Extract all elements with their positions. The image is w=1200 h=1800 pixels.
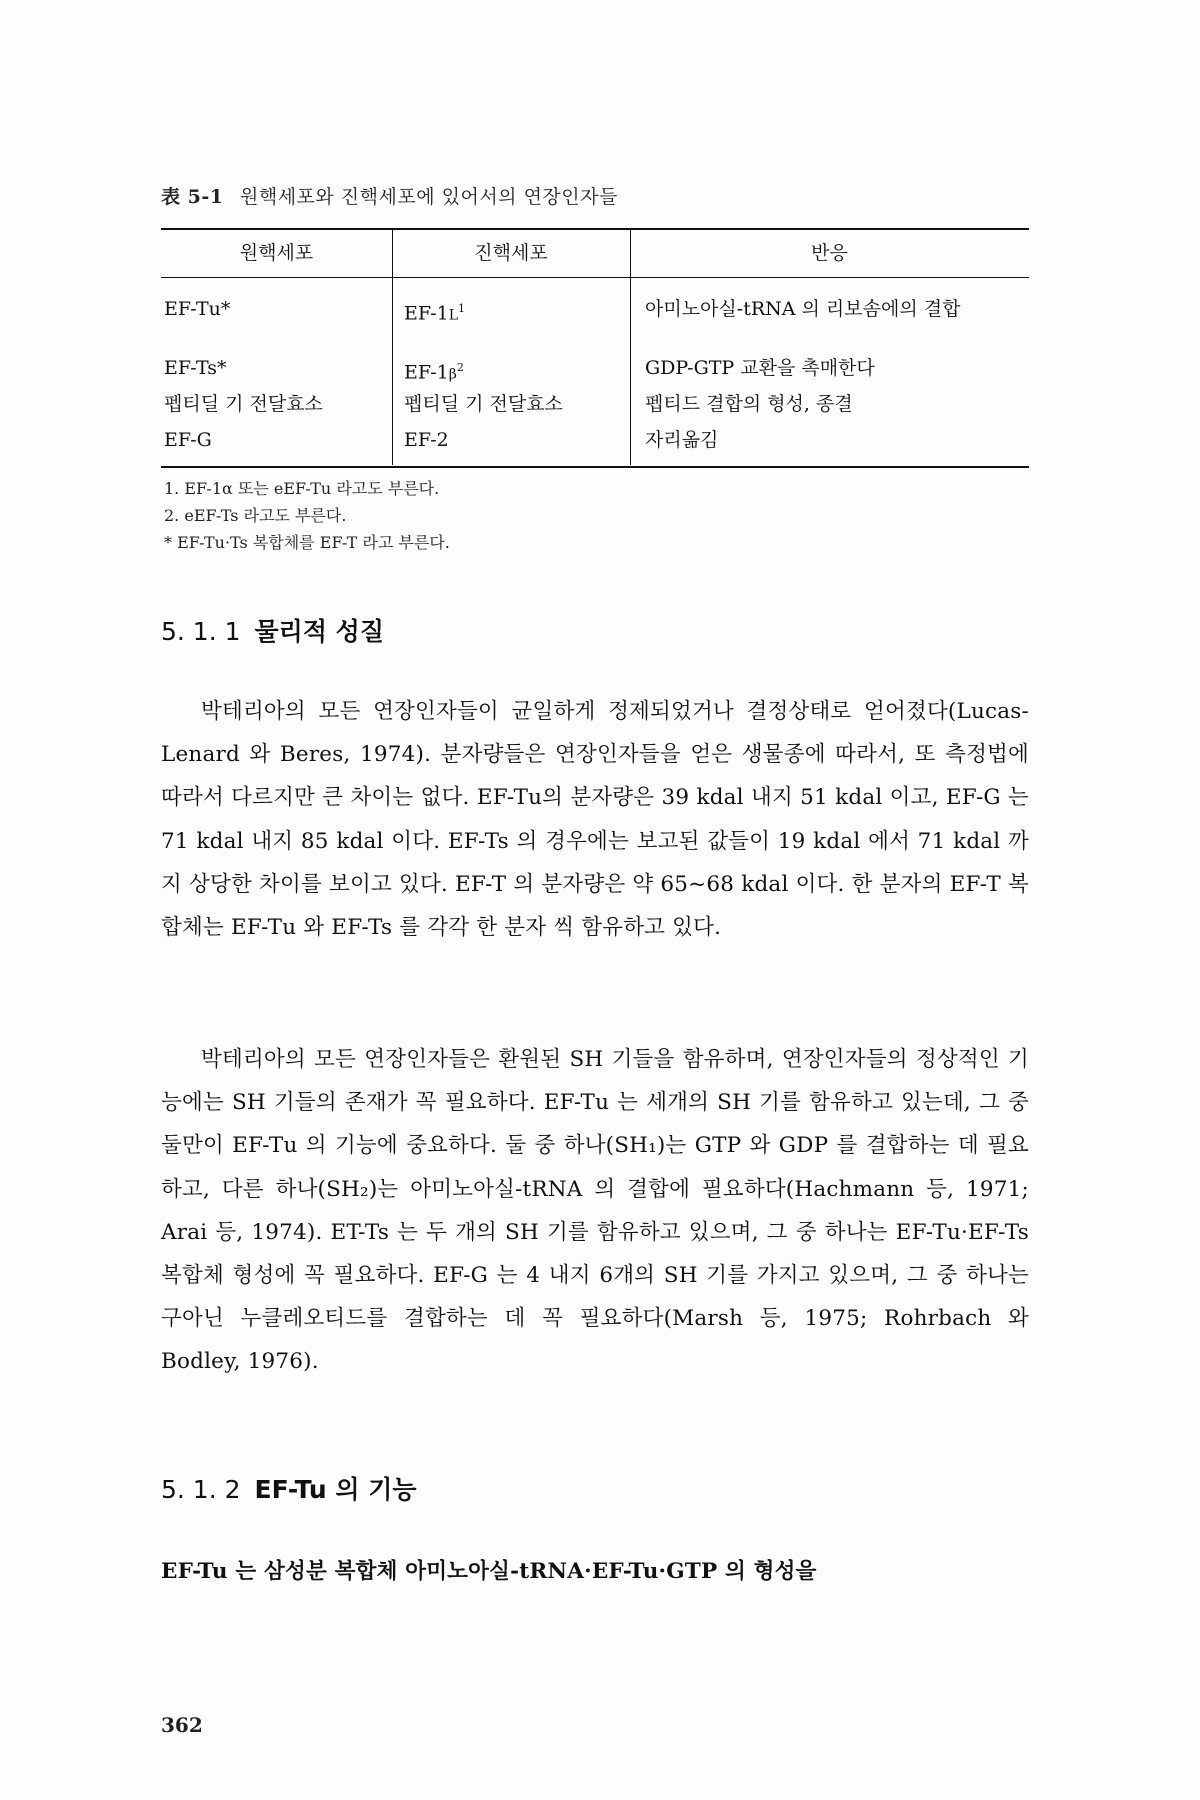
table-cell: 아미노아실-tRNA 의 리보솜에의 결합 (645, 298, 961, 320)
table-cell: EF-Tu* (164, 298, 231, 320)
section-heading (161, 612, 384, 648)
page-number: 362 (161, 1713, 203, 1737)
table-cell: 자리옮김 (645, 429, 719, 451)
table-cell: EF-Ts* (164, 357, 227, 379)
table-title: 원핵세포와 진핵세포에 있어서의 연장인자들 (240, 186, 618, 208)
table-caption (161, 182, 618, 209)
body-paragraph: EF-Tu 는 삼성분 복합체 아미노아실-tRNA·EF-Tu·GTP 의 형성을 (161, 1559, 817, 1584)
section-number: 5. 1. 1 (161, 617, 241, 646)
body-paragraph: 박테리아의 모든 연장인자들은 환원된 SH 기들을 함유하며, 연장인자들의 정상적인 기능에는 SH 기들의 존재가 꼭 필요하다. EF-Tu 는 세개의 SH 기를 함유하고 있는데, 그 중 둘만이 EF-Tu 의 기능에 중요하다. 둘 중 하나(SH₁)는 GTP 와 GDP 를 결합하는 데 필요하고, 다른 하나(SH₂)는 아미노아실-tRNA 의 결합에 필요하다(Hachmann 등, 1971; Arai 등, 1974). ET-Ts 는 두 개의 SH 기를 함유하고 있으며, 그 중 하나는 EF-Tu·EF-Ts 복합체 형성에 꼭 필요하다. EF-G 는 4 내지 6개의 SH 기를 가지고 있으며, 그 중 하나는 구아닌 누클레오티드를 결합하는 데 꼭 필요하다(Marsh 등, 1975; Rohrbach 와 Bodley, 1976). (161, 1047, 1029, 1375)
body-paragraph: 박테리아의 모든 연장인자들이 균일하게 정제되었거나 결정상태로 얻어졌다(Lucas-Lenard 와 Beres, 1974). 분자량들은 연장인자들을 얻은 생물종에 따라서, 또 측정법에 따라서 다르지만 큰 차이는 없다. EF-Tu의 분자량은 39 kdal 내지 51 kdal 이고, EF-G 는 71 kdal 내지 85 kdal 이다. EF-Ts 의 경우에는 보고된 값들이 19 kdal 에서 71 kdal 까지 상당한 차이를 보이고 있다. EF-T 의 분자량은 약 65~68 kdal 이다. 한 분자의 EF-T 복합체는 EF-Tu 와 EF-Ts 를 각각 한 분자 씩 함유하고 있다. (161, 699, 1029, 941)
table-cell: $EF-1L^1$ (404, 302, 466, 325)
table-cell: 펩티딜 기 전달효소 (404, 393, 563, 415)
table-cell: 펩티드 결합의 형성, 종결 (645, 393, 853, 415)
table-column-divider (630, 230, 631, 465)
table-cell: $EF-1\beta^2$ (404, 361, 464, 384)
table-header-reaction: 반응 (811, 242, 848, 264)
table-number: 表 5-1 (161, 186, 224, 208)
table-column-divider (392, 230, 393, 465)
table-top-rule (161, 228, 1029, 230)
section-title: EF-Tu 의 기능 (254, 1475, 417, 1504)
table-header-eukaryote: 진핵세포 (474, 242, 548, 264)
table-header-rule (161, 277, 1029, 278)
table-header-prokaryote: 원핵세포 (239, 242, 314, 264)
table-cell: EF-2 (404, 429, 449, 451)
section-number: 5. 1. 2 (161, 1475, 241, 1504)
table-footnote: 1. EF-1α 또는 eEF-Tu 라고도 부른다. (164, 479, 440, 498)
table-footnote: * EF-Tu·Ts 복합체를 EF-T 라고 부른다. (164, 533, 450, 552)
section-heading (161, 1470, 417, 1506)
table-cell: 펩티딜 기 전달효소 (164, 393, 323, 415)
table-bottom-rule (161, 466, 1029, 468)
section-title: 물리적 성질 (254, 617, 384, 646)
table-cell: EF-G (164, 429, 212, 451)
table-cell: GDP-GTP 교환을 촉매한다 (645, 357, 875, 379)
table-footnote: 2. eEF-Ts 라고도 부른다. (164, 506, 347, 525)
